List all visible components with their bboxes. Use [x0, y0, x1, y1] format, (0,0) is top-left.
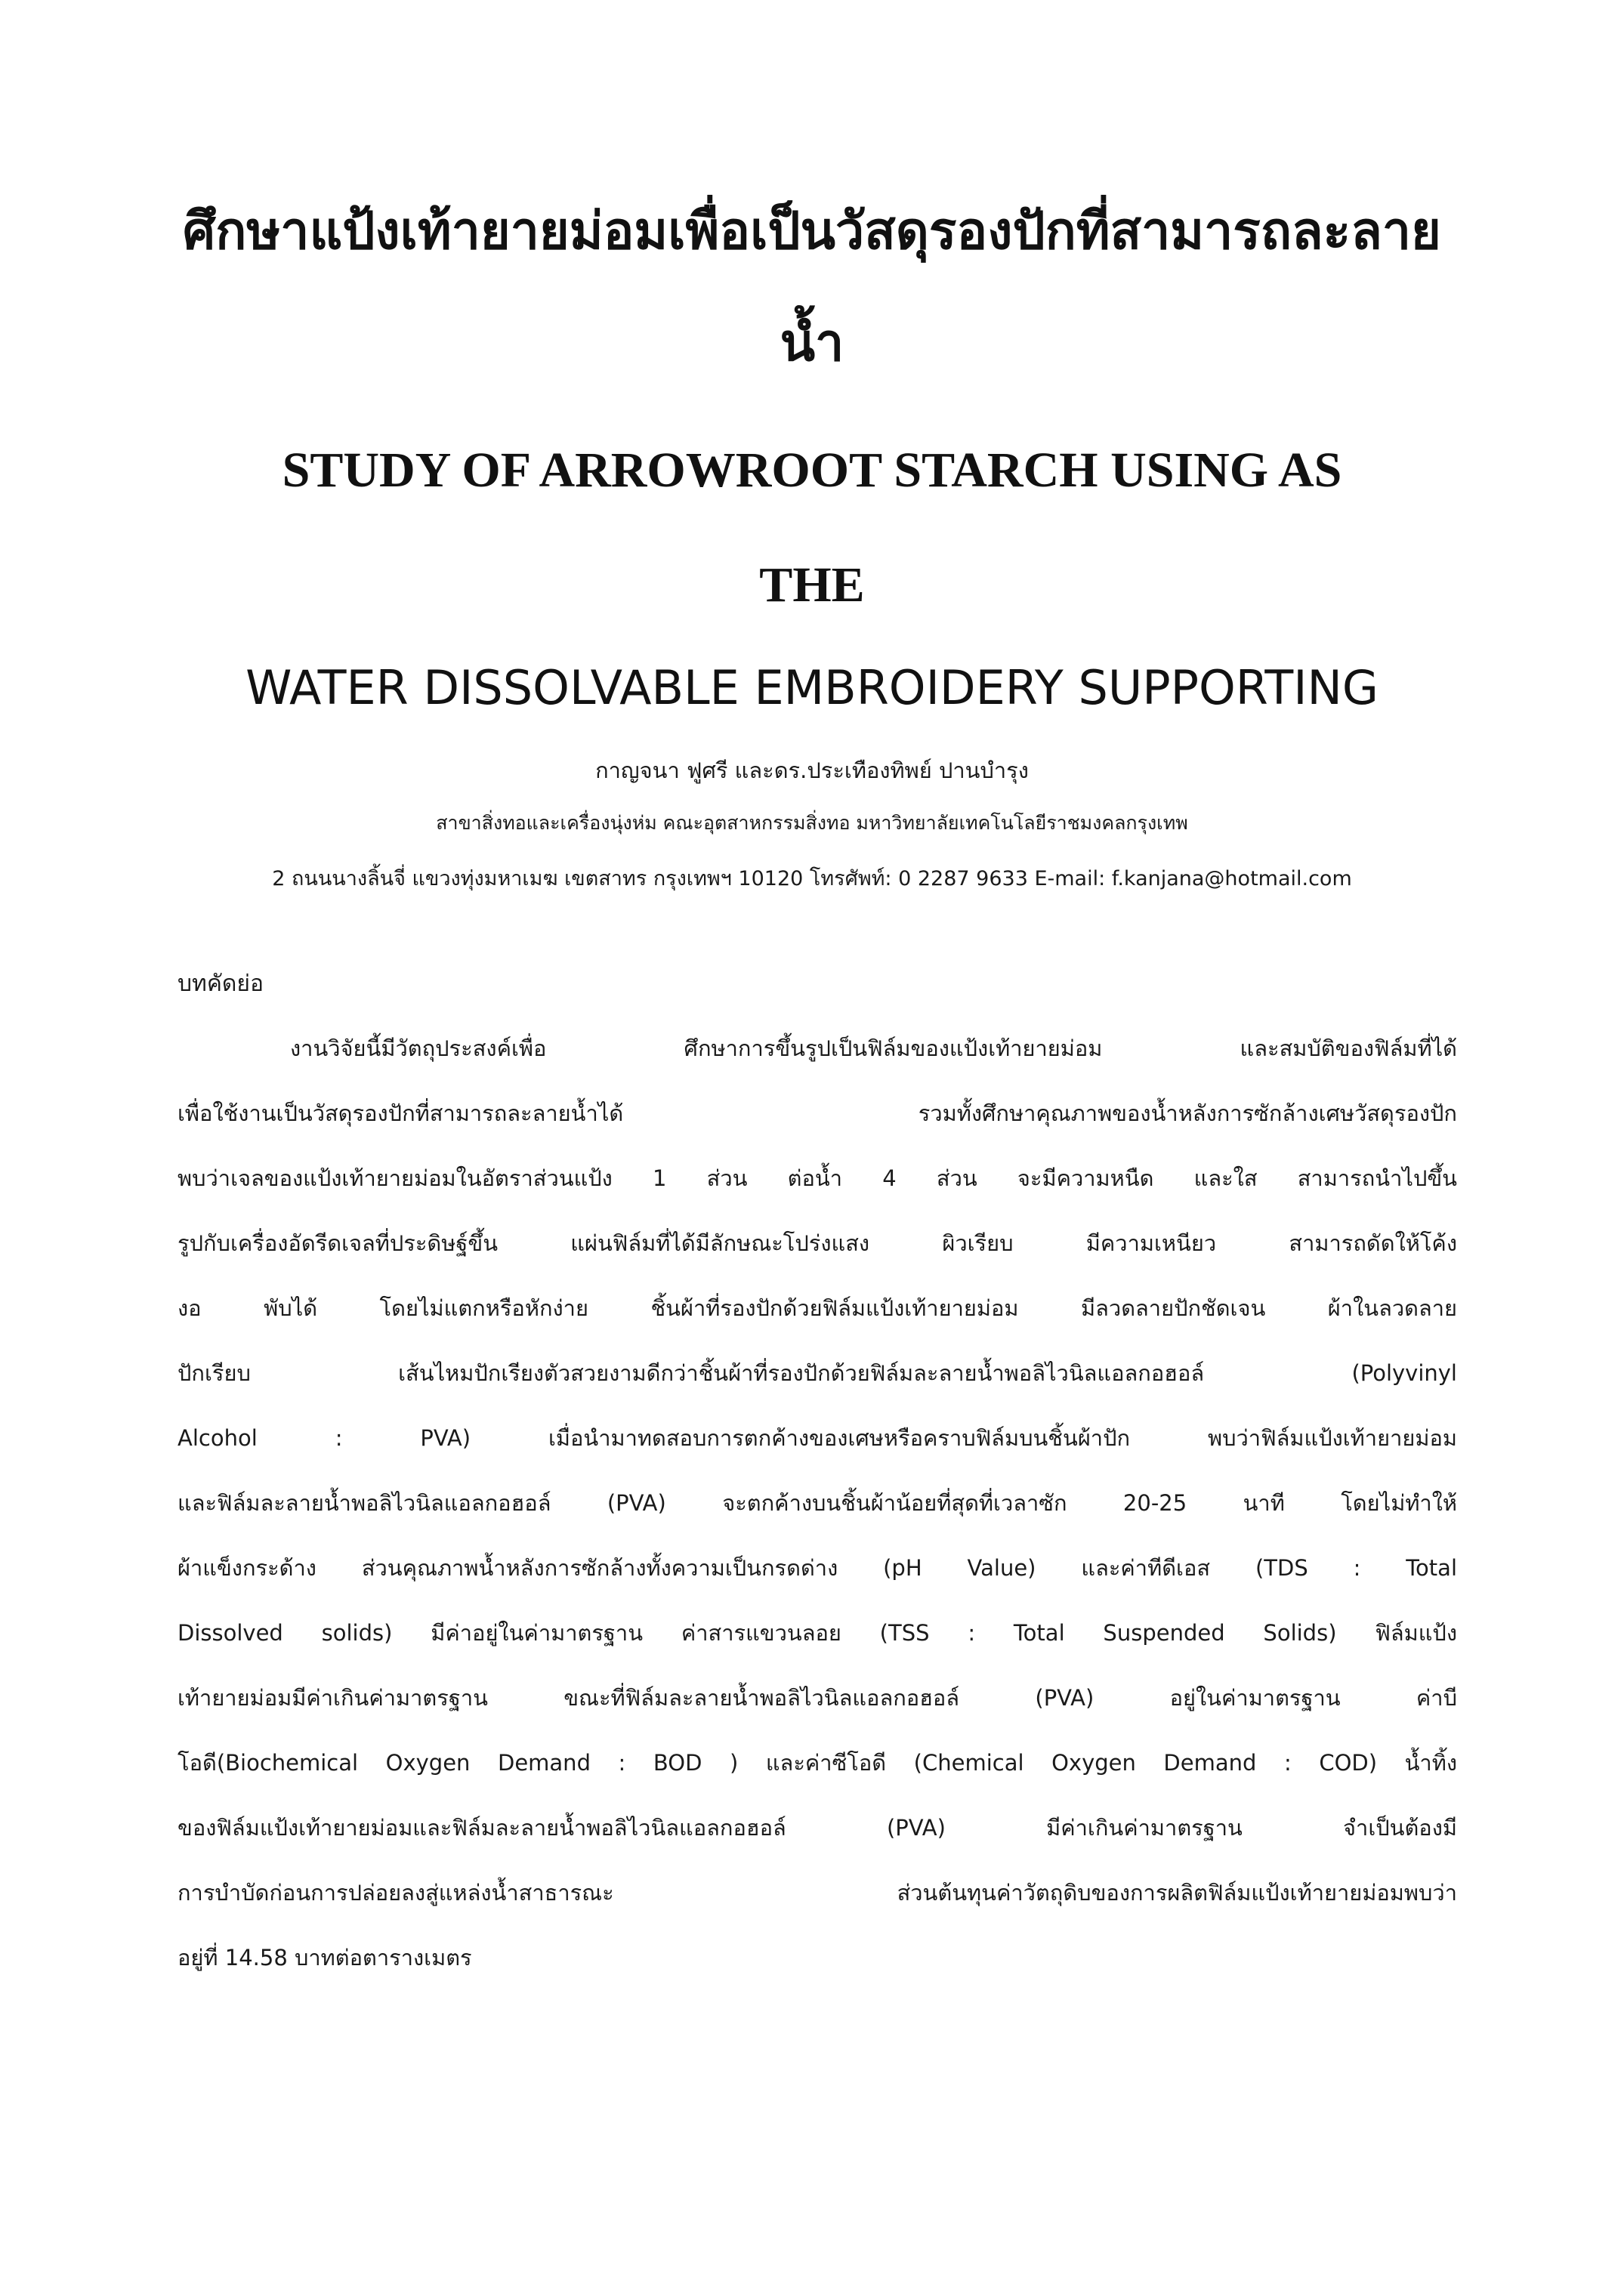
- abstract-line: Alcohol : PVA) เมื่อนำมาทดสอบการตกค้างของเศษหรือคราบฟิล์มบนชิ้นผ้าปัก พบว่าฟิล์มแป้งเท้ายายม่อม: [178, 1425, 1457, 1451]
- abstract-line: การบำบัดก่อนการปล่อยลงสู่แหล่งน้ำสาธารณะ ส่วนต้นทุนค่าวัตถุดิบของการผลิตฟิล์มแป้งเท้ายายม่อมพบว่า: [178, 1880, 1457, 1906]
- address: 2 ถนนนางลิ้นจี่ แขวงทุ่งมหาเมฆ เขตสาทร กรุงเทพฯ 10120 โทรศัพท์: 0 2287 9633 E-mail: f.kanjana@hotmail.com: [272, 867, 1352, 890]
- abstract-line: รูปกับเครื่องอัดรีดเจลที่ประดิษฐ์ขึ้น แผ่นฟิล์มที่ได้มีลักษณะโปร่งแสง ผิวเรียบ มีความเหนียว สามารถดัดให้โค้ง: [178, 1230, 1457, 1256]
- title-thai-line-2: น้ำ: [780, 313, 844, 373]
- abstract-line: เพื่อใช้งานเป็นวัสดุรองปักที่สามารถละลายน้ำได้ รวมทั้งศึกษาคุณภาพของน้ำหลังการซักล้างเศษวัสดุรองปัก: [178, 1100, 1457, 1126]
- title-english-line-2: THE: [759, 557, 865, 613]
- abstract-line: งานวิจัยนี้มีวัตถุประสงค์เพื่อ ศึกษาการขึ้นรูปเป็นฟิล์มของแป้งเท้ายายม่อม และสมบัติของฟิล์มที่ได้: [290, 1035, 1457, 1061]
- affiliation: สาขาสิ่งทอและเครื่องนุ่งห่ม คณะอุตสาหกรรมสิ่งทอ มหาวิทยาลัยเทคโนโลยีราชมงคลกรุงเทพ: [436, 812, 1188, 834]
- abstract-line: งอ พับได้ โดยไม่แตกหรือหักง่าย ชิ้นผ้าที่รองปักด้วยฟิล์มแป้งเท้ายายม่อม มีลวดลายปักชัดเจน ผ้าในลวดลาย: [178, 1295, 1457, 1321]
- abstract-line: เท้ายายม่อมมีค่าเกินค่ามาตรฐาน ขณะที่ฟิล์มละลายน้ำพอลิไวนิลแอลกอฮอล์ (PVA) อยู่ในค่ามาตรฐาน ค่าบี: [178, 1685, 1457, 1711]
- title-english-line-3: WATER DISSOLVABLE EMBROIDERY SUPPORTING: [245, 660, 1379, 715]
- abstract-line: ของฟิล์มแป้งเท้ายายม่อมและฟิล์มละลายน้ำพอลิไวนิลแอลกอฮอล์ (PVA) มีค่าเกินค่ามาตรฐาน จำเป็นต้องมี: [178, 1815, 1457, 1841]
- abstract-line: พบว่าเจลของแป้งเท้ายายม่อมในอัตราส่วนแป้ง 1 ส่วน ต่อน้ำ 4 ส่วน จะมีความหนืด และใส สามารถนำไปขึ้น: [178, 1165, 1457, 1191]
- abstract-line: โอดี(Biochemical Oxygen Demand : BOD ) และค่าซีโอดี (Chemical Oxygen Demand : COD) น้ำทิ้ง: [178, 1750, 1457, 1776]
- abstract-heading: บทคัดย่อ: [178, 971, 264, 997]
- abstract-line: ผ้าแข็งกระด้าง ส่วนคุณภาพน้ำหลังการซักล้างทั้งความเป็นกรดด่าง (pH Value) และค่าทีดีเอส (TDS : Total: [178, 1555, 1457, 1581]
- title-english-line-1: STUDY OF ARROWROOT STARCH USING AS: [282, 443, 1342, 498]
- abstract-line: และฟิล์มละลายน้ำพอลิไวนิลแอลกอฮอล์ (PVA) จะตกค้างบนชิ้นผ้าน้อยที่สุดที่เวลาซัก 20-25 นาที โดยไม่ทำให้: [178, 1490, 1457, 1516]
- title-thai-line-1: ศึกษาแป้งเท้ายายม่อมเพื่อเป็นวัสดุรองปักที่สามารถละลาย: [183, 201, 1441, 261]
- abstract-line: ปักเรียบ เส้นไหมปักเรียงตัวสวยงามดีกว่าชิ้นผ้าที่รองปักด้วยฟิล์มละลายน้ำพอลิไวนิลแอลกอฮอล์ (Polyvinyl: [178, 1360, 1457, 1386]
- abstract-line: อยู่ที่ 14.58 บาทต่อตารางเมตร: [178, 1945, 472, 1970]
- abstract-line: Dissolved solids) มีค่าอยู่ในค่ามาตรฐาน ค่าสารแขวนลอย (TSS : Total Suspended Solids) ฟิล์มแป้ง: [178, 1620, 1457, 1646]
- authors: กาญจนา ฟูศรี และดร.ประเทืองทิพย์ ปานบำรุง: [595, 758, 1029, 783]
